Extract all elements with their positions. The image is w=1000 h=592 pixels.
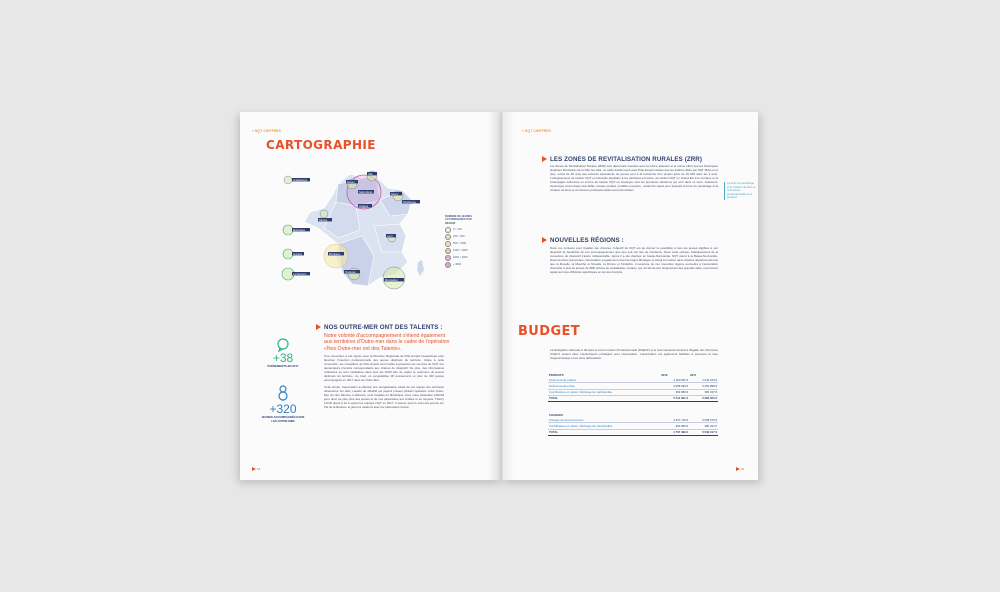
- table-cell: Financements privés: [548, 383, 660, 389]
- stat-youth-value: +320: [269, 402, 297, 416]
- chevron-right-icon: [736, 467, 740, 471]
- map-label-lille: Lille: [368, 172, 373, 176]
- legend-item: + 4000: [445, 262, 479, 268]
- body-regions: Dans ces contexte pour l'égalité des chances, l'objectif de NQT est de donner la possibilité à tous les jeunes éligibles à son dispositif de bénéficier de son accompagnement quel que soit son lieu de résidence. Dans cette optique, l'élargissement de la couverture du dispositif s'avère indispensable. Après il a été d'activer en Haute-Normandie, NQT étend à la Basse-Normandie. Dans la même dynamique, l'association a également ouvert la région Bretagne et élargi son action dans d'autres départements tels que la Moselle, la Meurthe et Moselle, la Drôme et l'Ardèche. L'ouverture de ces nouvelles régions permettra à l'association d'accéder à plus de jeunes de ZRR (Zones de revitalisation rurales), qui, du fait de leur éloignement des grandes villes, rencontrent également des difficultés spécifiques en termes d'emploi.: [550, 246, 718, 274]
- map-bubble-guyane: [283, 249, 293, 259]
- legend-swatch: [445, 262, 451, 268]
- paragraph: Cette année, l'association a effectué une réorganisation totale de son équipe des territoires ultramarins. En effet, Laetitia de JAHAM qui jusqu'à présent pilotait l'opération «Nos Outre-Mer ont des Talents» à distance, s'est installée en Martinique. Avec notre partenaire LADOM pour donc au plus près des jeunes et de nos partenaires aux Antilles et en Guyane. Thierry LAOD quant à lui a rejoint les équipes NQT en 2017. Il assure ainsi le suivi des jeunes sur l'île de la Réunion et gère les relations avec les partenaires locaux.: [324, 385, 444, 409]
- map-label-toulouse: Toulouse: [345, 270, 356, 274]
- table-cell: TOTAL: [548, 429, 660, 435]
- legend-swatch: [445, 241, 451, 247]
- map-label-nantes: Nantes: [319, 218, 328, 222]
- chevron-right-icon: [542, 237, 547, 243]
- running-head-right: » NQT CHIFFRES: [522, 129, 552, 133]
- legend-item: 500 > 1000: [445, 241, 479, 247]
- map-label-nancy: Nancy: [391, 192, 399, 196]
- legend-swatch: [445, 227, 451, 233]
- france-region-map: [280, 166, 440, 296]
- chevron-right-icon: [542, 156, 547, 162]
- speech-bubble-icon: [276, 338, 290, 352]
- legend-item: 200 > 500: [445, 234, 479, 240]
- table-cell: 4 058 970 €: [689, 417, 718, 423]
- map-label-strasbourg: Strasbourg: [403, 200, 416, 204]
- legend-swatch: [445, 255, 451, 261]
- map-label-lyon: Lyon: [387, 234, 393, 238]
- legend-item: 2000 > 4000: [445, 255, 479, 261]
- section-title-zrr: LES ZONES DE REVITALISATION RURALES (ZRR): [542, 156, 702, 163]
- budget-table-charges: [548, 412, 718, 436]
- table-cell: 4 707 399 €: [660, 429, 689, 435]
- page-number-right: 19: [736, 467, 744, 471]
- table-cell: Financements publics: [548, 377, 660, 383]
- stat-youth: [259, 402, 307, 423]
- table-cell: 1 042 154 €: [689, 377, 718, 383]
- table-cell: Contributions en nature / Échange de marchandise: [548, 423, 660, 429]
- table-cell: 5 283 000 €: [689, 395, 718, 401]
- section-title-regions: NOUVELLES RÉGIONS :: [542, 237, 624, 244]
- right-page: [502, 112, 758, 480]
- body-zrr: Les Zones de Revitalisation Rurales (ZRR) sont désormais investies avec la même attention et le même effort que les historiques Quartiers Prioritaires de la Ville. En effet, un vaste travail mené avec Pôle Emploi indique que les publics ciblés par NQT (BAC+3 et plus, moins de 30 ans) des volumes équivalents de jeunes sont à la recherche d'un emploi (plus de 15 000 dans les 2 ans). L'élargissement de l'action NQT en Nouvelle-Aquitaine à les territoires Limousin, de l'action NQT en Grand-Est à la Lorraine et la Champagne Ardennes ou encore de l'action NQT en Auvergne sont les premières décisions qui vont dans ce sens. Isolement, dynamique économique plus faible, réseau enclavé, mobilité complexe : autant de sujets pour lesquels la force du parrainage et la création de liens et connexions professionnelles sont primordiaux.: [550, 164, 718, 192]
- table-cell: 5 041 621 €: [660, 395, 689, 401]
- map-label-guadeloupe: Guadeloupe: [293, 178, 308, 182]
- table-cell: Contributions en nature / Échange de marchandise: [548, 389, 660, 395]
- col-header: CHARGES: [549, 412, 563, 417]
- chevron-right-icon: [252, 467, 256, 471]
- body-outre-mer: [324, 354, 444, 412]
- stat-youth-label: JEUNES ACCOMPAGNÉS DANS LES OUTRE-MER: [261, 415, 305, 423]
- table-cell: TOTAL: [548, 395, 660, 401]
- table-total-row: [548, 395, 718, 401]
- stat-events: [259, 351, 307, 369]
- legend-swatch: [445, 234, 451, 240]
- table-cell: 1 302 811 €: [660, 377, 689, 383]
- table-cell: 380 347 €: [689, 389, 718, 395]
- table-total-row: [548, 429, 718, 435]
- stat-events-value: +38: [272, 351, 294, 365]
- section-title-outre-mer: NOS OUTRE-MER ONT DES TALENTS :: [316, 324, 442, 331]
- map-label-reunion: La Réunion: [293, 272, 307, 276]
- budget-table-products: [548, 372, 718, 402]
- person-icon: [277, 385, 289, 401]
- map-bubble-nantes: [320, 210, 328, 218]
- map-bubble-guadeloupe: [284, 176, 292, 184]
- page-number-left: 18: [252, 467, 260, 471]
- table-cell: 3 252 898 €: [689, 383, 718, 389]
- map-label-orleans: Orléans: [359, 204, 369, 208]
- lead-outre-mer: Notre volonté d'accompagnement s'étend également aux territoires d'Outre-mer dans le cadre de l'opération «Nos Outre-mer ont des Talents».: [324, 333, 450, 352]
- paragraph: Une convention a été signée avec la Direction Régionale de Pôle Emploi Guadeloupe pour favoriser l'insertion professionnelle des jeunes diplômés du territoire. Grâce à cette convention, les conseillers de Pôle Emploi sont invités à présenter les services de NQT aux demandeurs d'emploi correspondants aux critères du dispositif. De plus, des informations collectives se sont multipliées dans tous les DOM afin de capter le maximum de jeunes diplômés du territoire. Au total, on comptabilise 38 événements et plus de 320 jeunes accompagnés en 2017 dans les Outre-Mer.: [324, 354, 444, 382]
- map-bubble-bordeaux: [324, 244, 348, 268]
- side-note: La force du parrainage et la création de liens et connexions professionnelles sont précieux: [724, 182, 757, 200]
- budget-title: BUDGET: [518, 324, 581, 339]
- chevron-right-icon: [316, 324, 321, 330]
- page-title-cartographie: CARTOGRAPHIE: [266, 138, 376, 152]
- map-label-bordeaux: Bordeaux: [329, 252, 341, 256]
- map-bubble-toulouse: [348, 268, 360, 280]
- table-cell: 4 337 716 €: [660, 417, 689, 423]
- legend-item: 1000 > 2000: [445, 248, 479, 254]
- map-label-guyane: Guyane: [293, 252, 303, 256]
- legend-swatch: [445, 248, 451, 254]
- col-header: 2016: [661, 372, 668, 377]
- table-cell: Charges de fonctionnement: [548, 417, 660, 423]
- map-label-montpellier: Montpellier: [385, 278, 398, 282]
- map-label-saint-denis: Saint-Denis: [359, 190, 373, 194]
- left-page: [240, 112, 502, 480]
- table-cell: 5 539 317 €: [689, 429, 718, 435]
- running-head-left: » NQT CHIFFRES: [252, 129, 282, 133]
- table-cell: 369 683 €: [660, 423, 689, 429]
- table-cell: 369 683 €: [660, 389, 689, 395]
- map-legend: [445, 215, 479, 269]
- map-label-martinique: Martinique: [293, 228, 306, 232]
- budget-intro: La Délégation Générale à l'Emploi et à la Formation Professionnelle (DGEFP) et le Commissariat Général à l'Égalité des Territoires (CGET) restent deux interlocuteurs privilégiés pour l'association. L'association est également habilitée à percevoir la taxe d'apprentissage et les dons défiscalisés.: [550, 348, 718, 360]
- legend-title: NOMBRE DE JEUNES ACCOMPAGNÉS PAR RÉGION: [445, 215, 472, 225]
- table-cell: 380 347 €: [689, 423, 718, 429]
- map-label-rouen: Rouen: [347, 180, 355, 184]
- legend-item: 0 > 200: [445, 227, 479, 233]
- table-cell: 3 268 939 €: [660, 383, 689, 389]
- col-header: 2017: [690, 372, 697, 377]
- col-header: PRODUITS: [549, 372, 564, 377]
- stat-events-label: ÉVÉNEMENTS EN 2017: [267, 364, 299, 368]
- map-bubble-martinique: [283, 225, 293, 235]
